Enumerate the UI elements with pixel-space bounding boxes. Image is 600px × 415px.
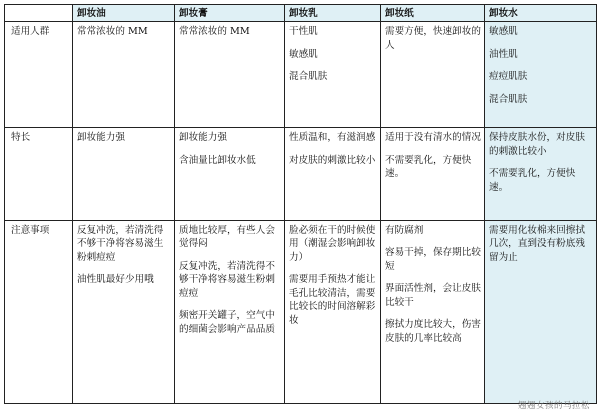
cell-line: 混合肌肤 (289, 71, 328, 82)
table-cell (485, 22, 597, 128)
cell-line: 界面活性剂，会让皮肤比较干 (385, 283, 481, 308)
table-cell (175, 220, 285, 403)
header-cleansing-water: 卸妆水 (485, 5, 597, 22)
header-row (5, 5, 597, 22)
table-cell (485, 128, 597, 221)
table-row (5, 128, 597, 221)
cell-line: 常常浓妆的 MM (77, 26, 148, 37)
watermark: 翘翘女孩的马拉松 (517, 401, 590, 411)
cell-line: 含油量比卸妆水低 (179, 154, 256, 166)
cell-line: 有防腐剂 (385, 224, 424, 236)
table-cell (381, 22, 485, 128)
cell-line: 敏感肌 (489, 26, 518, 37)
table-row (5, 220, 597, 403)
cell-line: 需要用手预热才能让毛孔比较清洁，需要比较长的时间溶解彩妆 (289, 274, 376, 326)
table-cell (175, 22, 285, 128)
cell-line: 保持皮肤水份，对皮肤的刺激比较小 (489, 132, 585, 157)
cell-line: 反复冲洗，若清洗得不够干净将容易滋生粉刺痘痘 (179, 260, 275, 299)
cell-line: 卸妆能力强 (77, 132, 125, 144)
cell-line: 质地比较厚，有些人会觉得闷 (179, 224, 275, 250)
cell-line: 反复冲洗，若清洗得不够干净将容易滋生粉刺痘痘 (77, 224, 164, 263)
table-cell (381, 128, 485, 221)
cell-line: 卸妆能力强 (179, 132, 227, 144)
table-row (5, 22, 597, 128)
cell-line: 性质温和，有滋润感 (289, 132, 376, 144)
cell-line: 需要方便，快速卸妆的人 (385, 26, 481, 51)
cell-line: 油性肌 (489, 48, 518, 60)
header-corner (5, 5, 73, 22)
cell-line: 擦拭力度比较大，伤害皮肤的几率比较高 (385, 319, 481, 344)
table-cell (73, 128, 175, 221)
row-label: 注意事项 (5, 220, 73, 403)
cell-line: 适用于没有清水的情况 (385, 132, 481, 144)
table-cell (175, 128, 285, 221)
table-cell (285, 220, 381, 403)
table-cell (485, 220, 597, 403)
table-cell (381, 220, 485, 403)
cell-line: 容易干掉，保存期比较短 (385, 247, 481, 272)
cell-line: 脸必须在干的时候使用（潮湿会影响卸妆力） (289, 224, 376, 263)
cell-line: 频密开关罐子，空气中的细菌会影响产品品质 (179, 310, 275, 335)
cell-line: 常常浓妆的 MM (179, 26, 250, 37)
header-cleansing-balm: 卸妆膏 (175, 5, 285, 22)
table-cell (73, 22, 175, 128)
cell-line: 混合肌肤 (489, 93, 528, 105)
table-cell (73, 220, 175, 403)
header-cleansing-oil: 卸妆油 (73, 5, 175, 22)
table-cell (285, 128, 381, 221)
cell-line: 需要用化妆棉来回擦拭几次，直到没有粉底残留为止 (489, 224, 585, 263)
cell-line: 不需要乳化，方便快速。 (489, 168, 576, 193)
row-label: 特长 (5, 128, 73, 221)
cell-line: 痘痘肌肤 (489, 71, 528, 82)
cell-line: 对皮肤的刺激比较小 (289, 154, 376, 166)
comparison-table (4, 4, 597, 404)
cell-line: 干性肌 (289, 26, 318, 37)
header-cleansing-wipes: 卸妆纸 (381, 5, 485, 22)
table-cell (285, 22, 381, 128)
header-cleansing-milk: 卸妆乳 (285, 5, 381, 22)
cell-line: 油性肌最好少用哦 (77, 274, 154, 286)
cell-line: 不需要乳化，方便快速。 (385, 154, 472, 180)
row-label: 适用人群 (5, 22, 73, 128)
cell-line: 敏感肌 (289, 48, 318, 60)
